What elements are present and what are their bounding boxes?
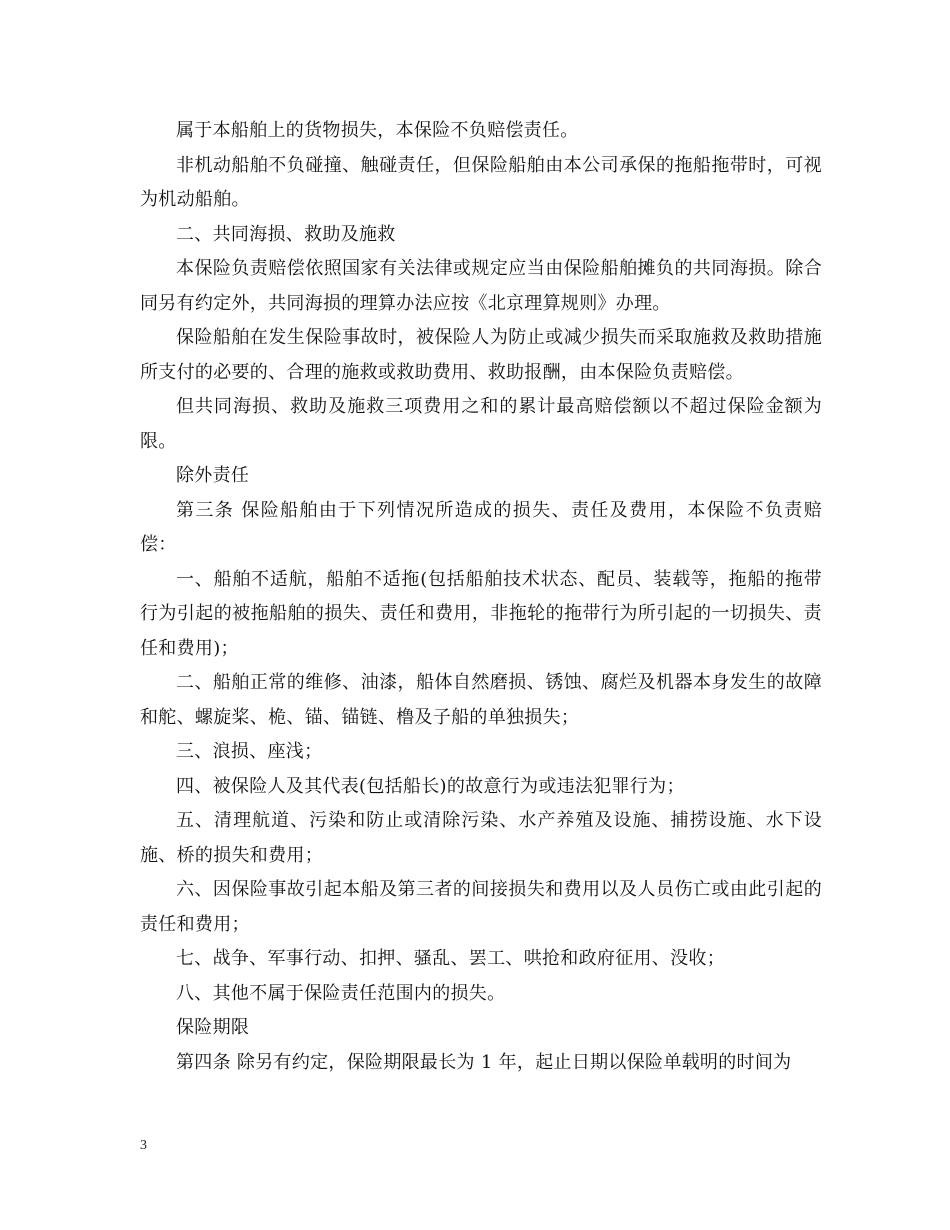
list-item: 五、清理航道、污染和防止或清除污染、水产养殖及设施、捕捞设施、水下设施、桥的损失和费用； xyxy=(140,810,822,866)
section-heading: 除外责任 xyxy=(176,465,250,486)
list-item: 八、其他不属于保险责任范围内的损失。 xyxy=(176,982,506,1004)
paragraph: 属于本船舶上的货物损失，本保险不负赔偿责任。 xyxy=(176,120,579,141)
list-item: 一、船舶不适航，船舶不适拖(包括船舶技术状态、配员、装载等，拖船的拖带行为引起的被拖船舶的损失、责任和费用，非拖轮的拖带行为所引起的一切损失、责任和费用)； xyxy=(140,568,822,659)
list-item: 三、浪损、座浅； xyxy=(176,741,323,762)
article-paragraph: 第三条 保险船舶由于下列情况所造成的损失、责任及费用，本保险不负责赔偿： xyxy=(140,499,822,555)
paragraph: 但共同海损、救助及施救三项费用之和的累计最高赔偿额以不超过保险金额为限。 xyxy=(140,396,822,452)
paragraph: 保险船舶在发生保险事故时，被保险人为防止或减少损失而采取施救及救助措施所支付的必要的、合理的施救或救助费用、救助报酬，由本保险负责赔偿。 xyxy=(140,327,822,383)
paragraph: 非机动船舶不负碰撞、触碰责任，但保险船舶由本公司承保的拖船拖带时，可视为机动船舶。 xyxy=(140,154,822,210)
section-heading: 保险期限 xyxy=(176,1017,250,1038)
list-item: 六、因保险事故引起本船及第三者的间接损失和费用以及人员伤亡或由此引起的责任和费用； xyxy=(140,879,822,935)
paragraph: 本保险负责赔偿依照国家有关法律或规定应当由保险船舶摊负的共同海损。除合同另有约定外，共同海损的理算办法应按《北京理算规则》办理。 xyxy=(140,258,822,314)
list-item: 四、被保险人及其代表(包括船长)的故意行为或违法犯罪行为； xyxy=(176,775,685,797)
section-heading: 二、共同海损、救助及施救 xyxy=(176,223,396,245)
document-body xyxy=(140,114,822,1080)
article-paragraph: 第四条 除另有约定，保险期限最长为 1 年，起止日期以保险单载明的时间为 xyxy=(176,1051,792,1073)
page-number: 3 xyxy=(140,1138,147,1153)
list-item: 七、战争、军事行动、扣押、骚乱、罢工、哄抢和政府征用、没收； xyxy=(176,948,725,969)
list-item: 二、船舶正常的维修、油漆，船体自然磨损、锈蚀、腐烂及机器本身发生的故障和舵、螺旋桨、桅、锚、锚链、橹及子船的单独损失； xyxy=(140,672,822,728)
